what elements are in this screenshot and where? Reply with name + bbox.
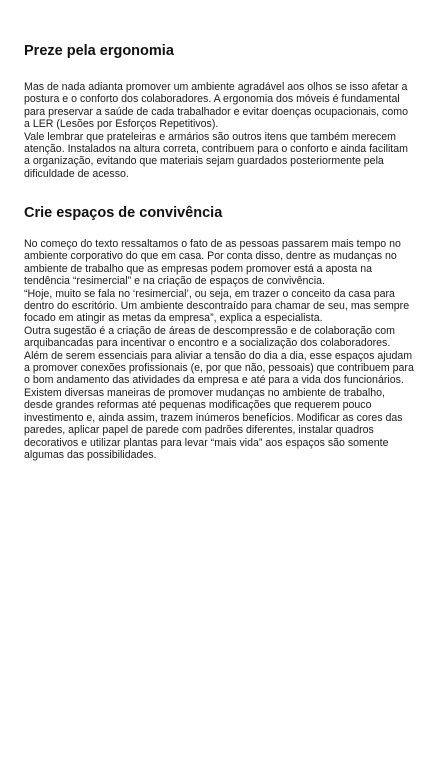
section-convivencia	[24, 204, 414, 461]
section-body	[24, 81, 414, 180]
paragraph: Vale lembrar que prateleiras e armários são outros itens que também merecem atenção. Instalados na altura correta, contribuem para o conforto e ainda facilitam a organização, evitando que materiais sejam guardados posteriormente pela dificuldade de acesso.	[24, 130, 408, 180]
paragraph: No começo do texto ressaltamos o fato de as pessoas passarem mais tempo no ambiente corporativo do que em casa. Por conta disso, dentre as mudanças no ambiente de trabalho que as empresas podem promover está a aposta na tendência “resimercial” e na criação de espaços de convivência.	[24, 238, 401, 288]
section-heading: Crie espaços de convivência	[24, 205, 223, 221]
paragraph: “Hoje, muito se fala no ‘resimercial’, ou seja, em trazer o conceito da casa para dentro do escritório. Um ambiente descontraído para chamar de seu, mas sempre focado em atingir as metas da empresa”, explica a especialista.	[24, 287, 410, 325]
paragraph: Além de serem essenciais para aliviar a tensão do dia a dia, esse espaços ajudam a promover conexões profissionais (e, por que não, pessoais) que contribuem para o bom andamento das atividades da empresa e até para a vida dos funcionários.	[24, 349, 414, 387]
section-ergonomia	[24, 42, 414, 180]
paragraph: Outra sugestão é a criação de áreas de descompressão e de colaboração com arquibancadas para incentivar o encontro e a socialização dos colaboradores.	[24, 324, 395, 350]
paragraph: Existem diversas maneiras de promover mudanças no ambiente de trabalho, desde grandes reformas até pequenas modificações que requerem pouco investimento e, ainda assim, trazem inúmeros benefícios. Modificar as cores das paredes, aplicar papel de parede com padrões diferentes, instalar quadros decorativos e utilizar plantas para levar “mais vida” aos espaços são somente algumas das possibilidades.	[24, 386, 403, 461]
section-body	[24, 238, 414, 461]
section-heading: Preze pela ergonomia	[24, 43, 174, 59]
paragraph: Mas de nada adianta promover um ambiente agradável aos olhos se isso afetar a postura e o conforto dos colaboradores. A ergonomia dos móveis é fundamental para preservar a saúde de cada trabalhador e evitar doenças ocupacionais, como a LER (Lesões por Esforços Repetitivos).	[24, 81, 408, 131]
